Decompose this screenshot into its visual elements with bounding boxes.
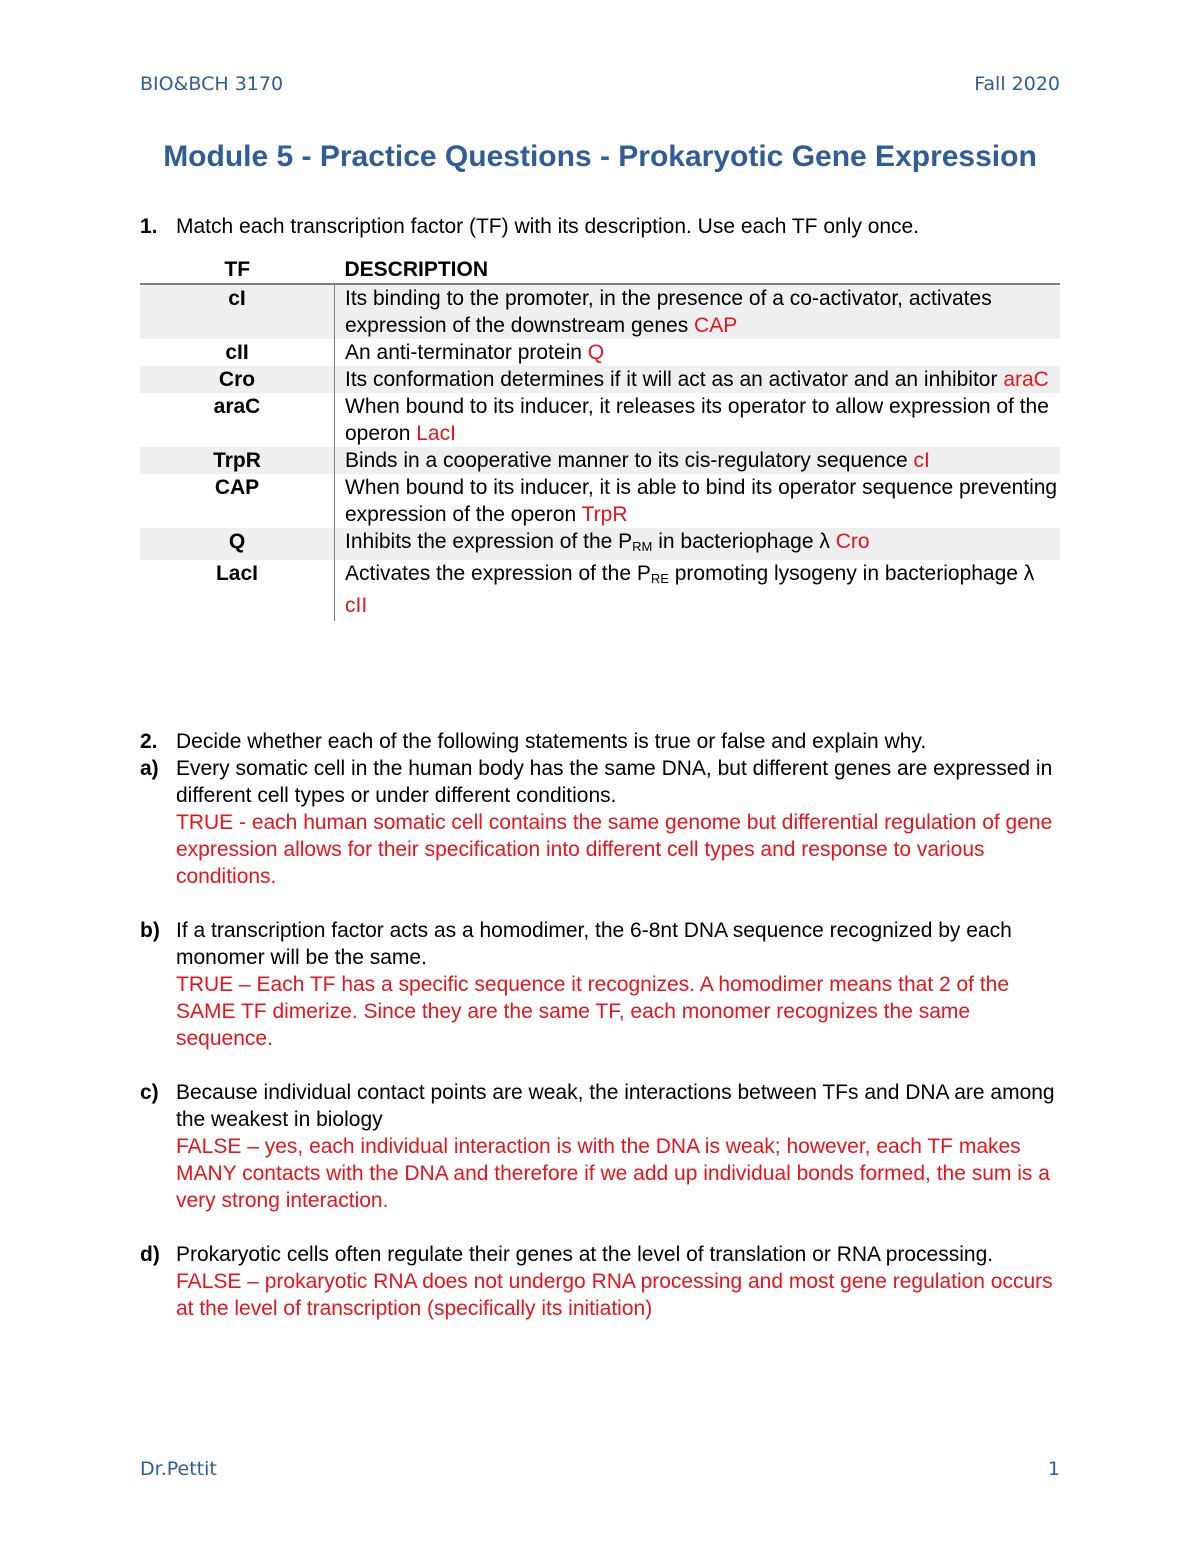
statement-letter: d): [140, 1243, 160, 1266]
answer: cII: [345, 594, 368, 617]
statement-answer: FALSE – prokaryotic RNA does not undergo RNA processing and most gene regulation occurs at the level of transcription (specifically its initiation): [176, 1270, 1053, 1320]
tf-name: Q: [140, 528, 335, 560]
table-row: [140, 284, 1060, 339]
header-term: Fall 2020: [974, 73, 1060, 95]
page-number: 1: [1047, 1458, 1060, 1480]
table-row: [140, 474, 1060, 528]
answer: Q: [587, 341, 605, 364]
tf-description: Binds in a cooperative manner to its cis-regulatory sequence cI: [335, 447, 1061, 474]
tf-name: CAP: [140, 474, 335, 528]
statement-d: [140, 1241, 1060, 1322]
question-2: [140, 728, 1060, 755]
statement-b: [140, 917, 1060, 1052]
tf-description: When bound to its inducer, it is able to bind its operator sequence preventing expression of the operon TrpR: [345, 476, 1058, 526]
answer: TrpR: [581, 503, 628, 526]
statement-answer: TRUE - each human somatic cell contains the same genome but differential regulation of gene expression allows for their specification into different cell types and response to various conditions.: [176, 811, 1053, 888]
footer-author: Dr.Pettit: [140, 1458, 217, 1480]
answer: Cro: [835, 530, 870, 553]
question-prompt: Decide whether each of the following statements is true or false and explain why.: [176, 730, 927, 753]
table-row: [140, 393, 1060, 447]
question-number: 2.: [140, 730, 158, 753]
statement-text: Prokaryotic cells often regulate their genes at the level of translation or RNA processing.: [176, 1243, 994, 1266]
question-prompt: Match each transcription factor (TF) with its description. Use each TF only once.: [176, 215, 920, 238]
header-course: BIO&BCH 3170: [140, 73, 284, 95]
tf-name: cII: [140, 339, 335, 366]
tf-name: cI: [140, 284, 335, 339]
answer: araC: [1003, 368, 1049, 391]
table-header-row: [140, 256, 1060, 284]
statement-a: [140, 755, 1060, 890]
tf-name: araC: [140, 393, 335, 447]
statement-text: Because individual contact points are weak, the interactions between TFs and DNA are among the weakest in biology: [176, 1081, 1055, 1131]
statement-answer: FALSE – yes, each individual interaction is with the DNA is weak; however, each TF makes MANY contacts with the DNA and therefore if we add up individual bonds formed, the sum is a very strong interaction.: [176, 1135, 1050, 1212]
tf-description: Inhibits the expression of the $P_{RM}$ in bacteriophage λ Cro: [335, 528, 1061, 560]
statement-text: If a transcription factor acts as a homodimer, the 6-8nt DNA sequence recognized by each monomer will be the same.: [176, 919, 1012, 969]
statement-answer: TRUE – Each TF has a specific sequence it recognizes. A homodimer means that 2 of the SAME TF dimerize. Since they are the same TF, each monomer recognizes the same sequence.: [176, 973, 1010, 1050]
tf-matching-table: [140, 256, 1060, 621]
answer: CAP: [694, 314, 738, 337]
column-header-description: DESCRIPTION: [344, 258, 489, 281]
tf-name: Cro: [140, 366, 335, 393]
table-row: [140, 528, 1060, 560]
tf-description: An anti-terminator protein Q: [345, 341, 605, 364]
tf-name: LacI: [140, 560, 335, 621]
question-1: [140, 213, 1060, 240]
table-row: [140, 339, 1060, 366]
column-header-tf: TF: [224, 258, 251, 281]
answer: cI: [913, 449, 930, 472]
tf-name: TrpR: [140, 447, 335, 474]
page-title: Module 5 - Practice Questions - Prokaryotic Gene Expression: [163, 140, 1037, 173]
question-number: 1.: [140, 215, 158, 238]
tf-description: Its binding to the promoter, in the presence of a co-activator, activates expression of the downstream genes CAP: [335, 284, 1061, 339]
statement-text: Every somatic cell in the human body has the same DNA, but different genes are expressed in different cell types or under different conditions.: [176, 757, 1053, 807]
tf-description: Activates the expression of the $P_{RE}$ promoting lysogeny in bacteriophage λ cII: [345, 562, 1035, 617]
answer: LacI: [416, 422, 456, 445]
tf-description: Its conformation determines if it will act as an activator and an inhibitor araC: [335, 366, 1061, 393]
statement-letter: c): [140, 1081, 159, 1104]
table-row: [140, 560, 1060, 621]
table-row: [140, 447, 1060, 474]
statement-c: [140, 1079, 1060, 1214]
table-row: [140, 366, 1060, 393]
tf-description: When bound to its inducer, it releases its operator to allow expression of the operon LacI: [345, 395, 1049, 445]
statement-letter: a): [140, 757, 159, 780]
statement-letter: b): [140, 919, 160, 942]
